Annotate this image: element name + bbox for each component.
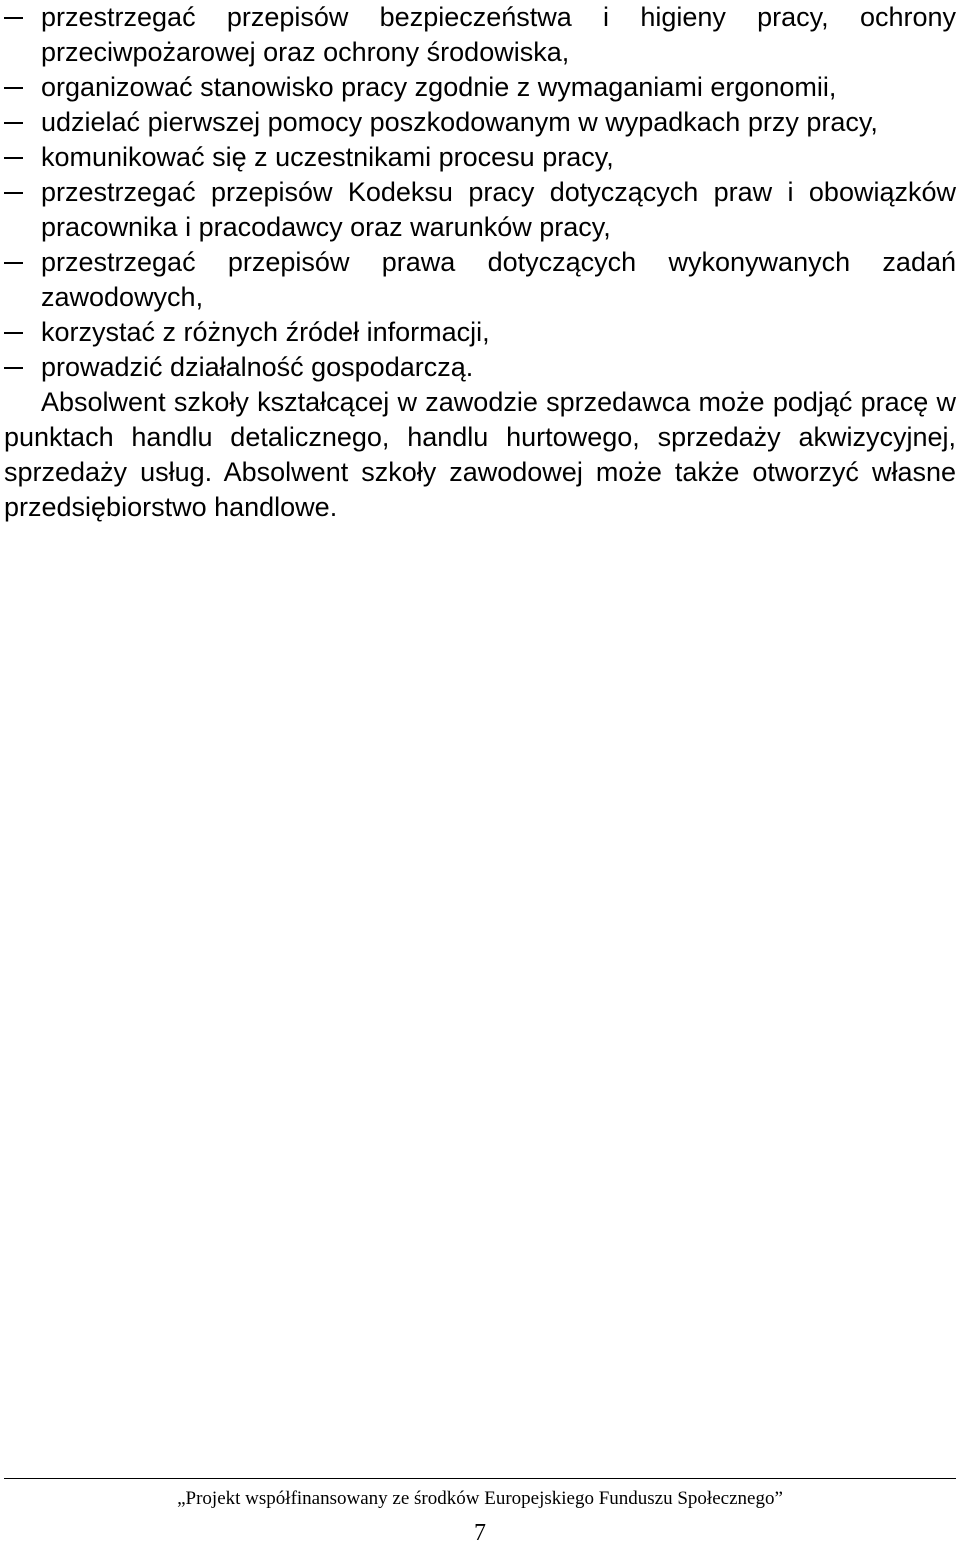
list-item <box>4 140 956 175</box>
footer-project-note: „Projekt współfinansowany ze środków Europejskiego Funduszu Społecznego” <box>177 1488 783 1509</box>
list-item-text: przestrzegać przepisów bezpieczeństwa i higieny pracy, ochrony przeciwpożarowej oraz ochrony środowiska, <box>41 2 956 67</box>
list-item-text: przestrzegać przepisów prawa dotyczących wykonywanych zadań zawodowych, <box>41 247 956 312</box>
document-body <box>4 0 956 525</box>
dash-bullet-icon <box>4 192 23 194</box>
dash-bullet-icon <box>4 262 23 264</box>
list-item <box>4 0 956 70</box>
dash-bullet-icon <box>4 367 23 369</box>
dash-bullet-icon <box>4 122 23 124</box>
list-item-text: przestrzegać przepisów Kodeksu pracy dotyczących praw i obowiązków pracownika i pracodawcy oraz warunków pracy, <box>41 177 956 242</box>
list-item <box>4 175 956 245</box>
list-item <box>4 105 956 140</box>
graduate-paragraph: Absolwent szkoły kształcącej w zawodzie sprzedawca może podjąć pracę w punktach handlu detalicznego, handlu hurtowego, sprzedaży akwizycyjnej, sprzedaży usług. Absolwent szkoły zawodowej może także otworzyć własne przedsiębiorstwo handlowe. <box>4 387 956 522</box>
list-item <box>4 315 956 350</box>
page-number: 7 <box>474 1520 486 1546</box>
skills-list <box>4 0 956 385</box>
dash-bullet-icon <box>4 17 23 19</box>
list-item-text: korzystać z różnych źródeł informacji, <box>41 317 490 347</box>
list-item-text: organizować stanowisko pracy zgodnie z wymaganiami ergonomii, <box>41 72 837 102</box>
list-item-text: komunikować się z uczestnikami procesu pracy, <box>41 142 614 172</box>
list-item-text: udzielać pierwszej pomocy poszkodowanym w wypadkach przy pracy, <box>41 107 878 137</box>
list-item <box>4 350 956 385</box>
dash-bullet-icon <box>4 157 23 159</box>
footer-divider <box>4 1478 956 1479</box>
list-item-text: prowadzić działalność gospodarczą. <box>41 352 474 382</box>
dash-bullet-icon <box>4 87 23 89</box>
list-item <box>4 70 956 105</box>
list-item <box>4 245 956 315</box>
dash-bullet-icon <box>4 332 23 334</box>
